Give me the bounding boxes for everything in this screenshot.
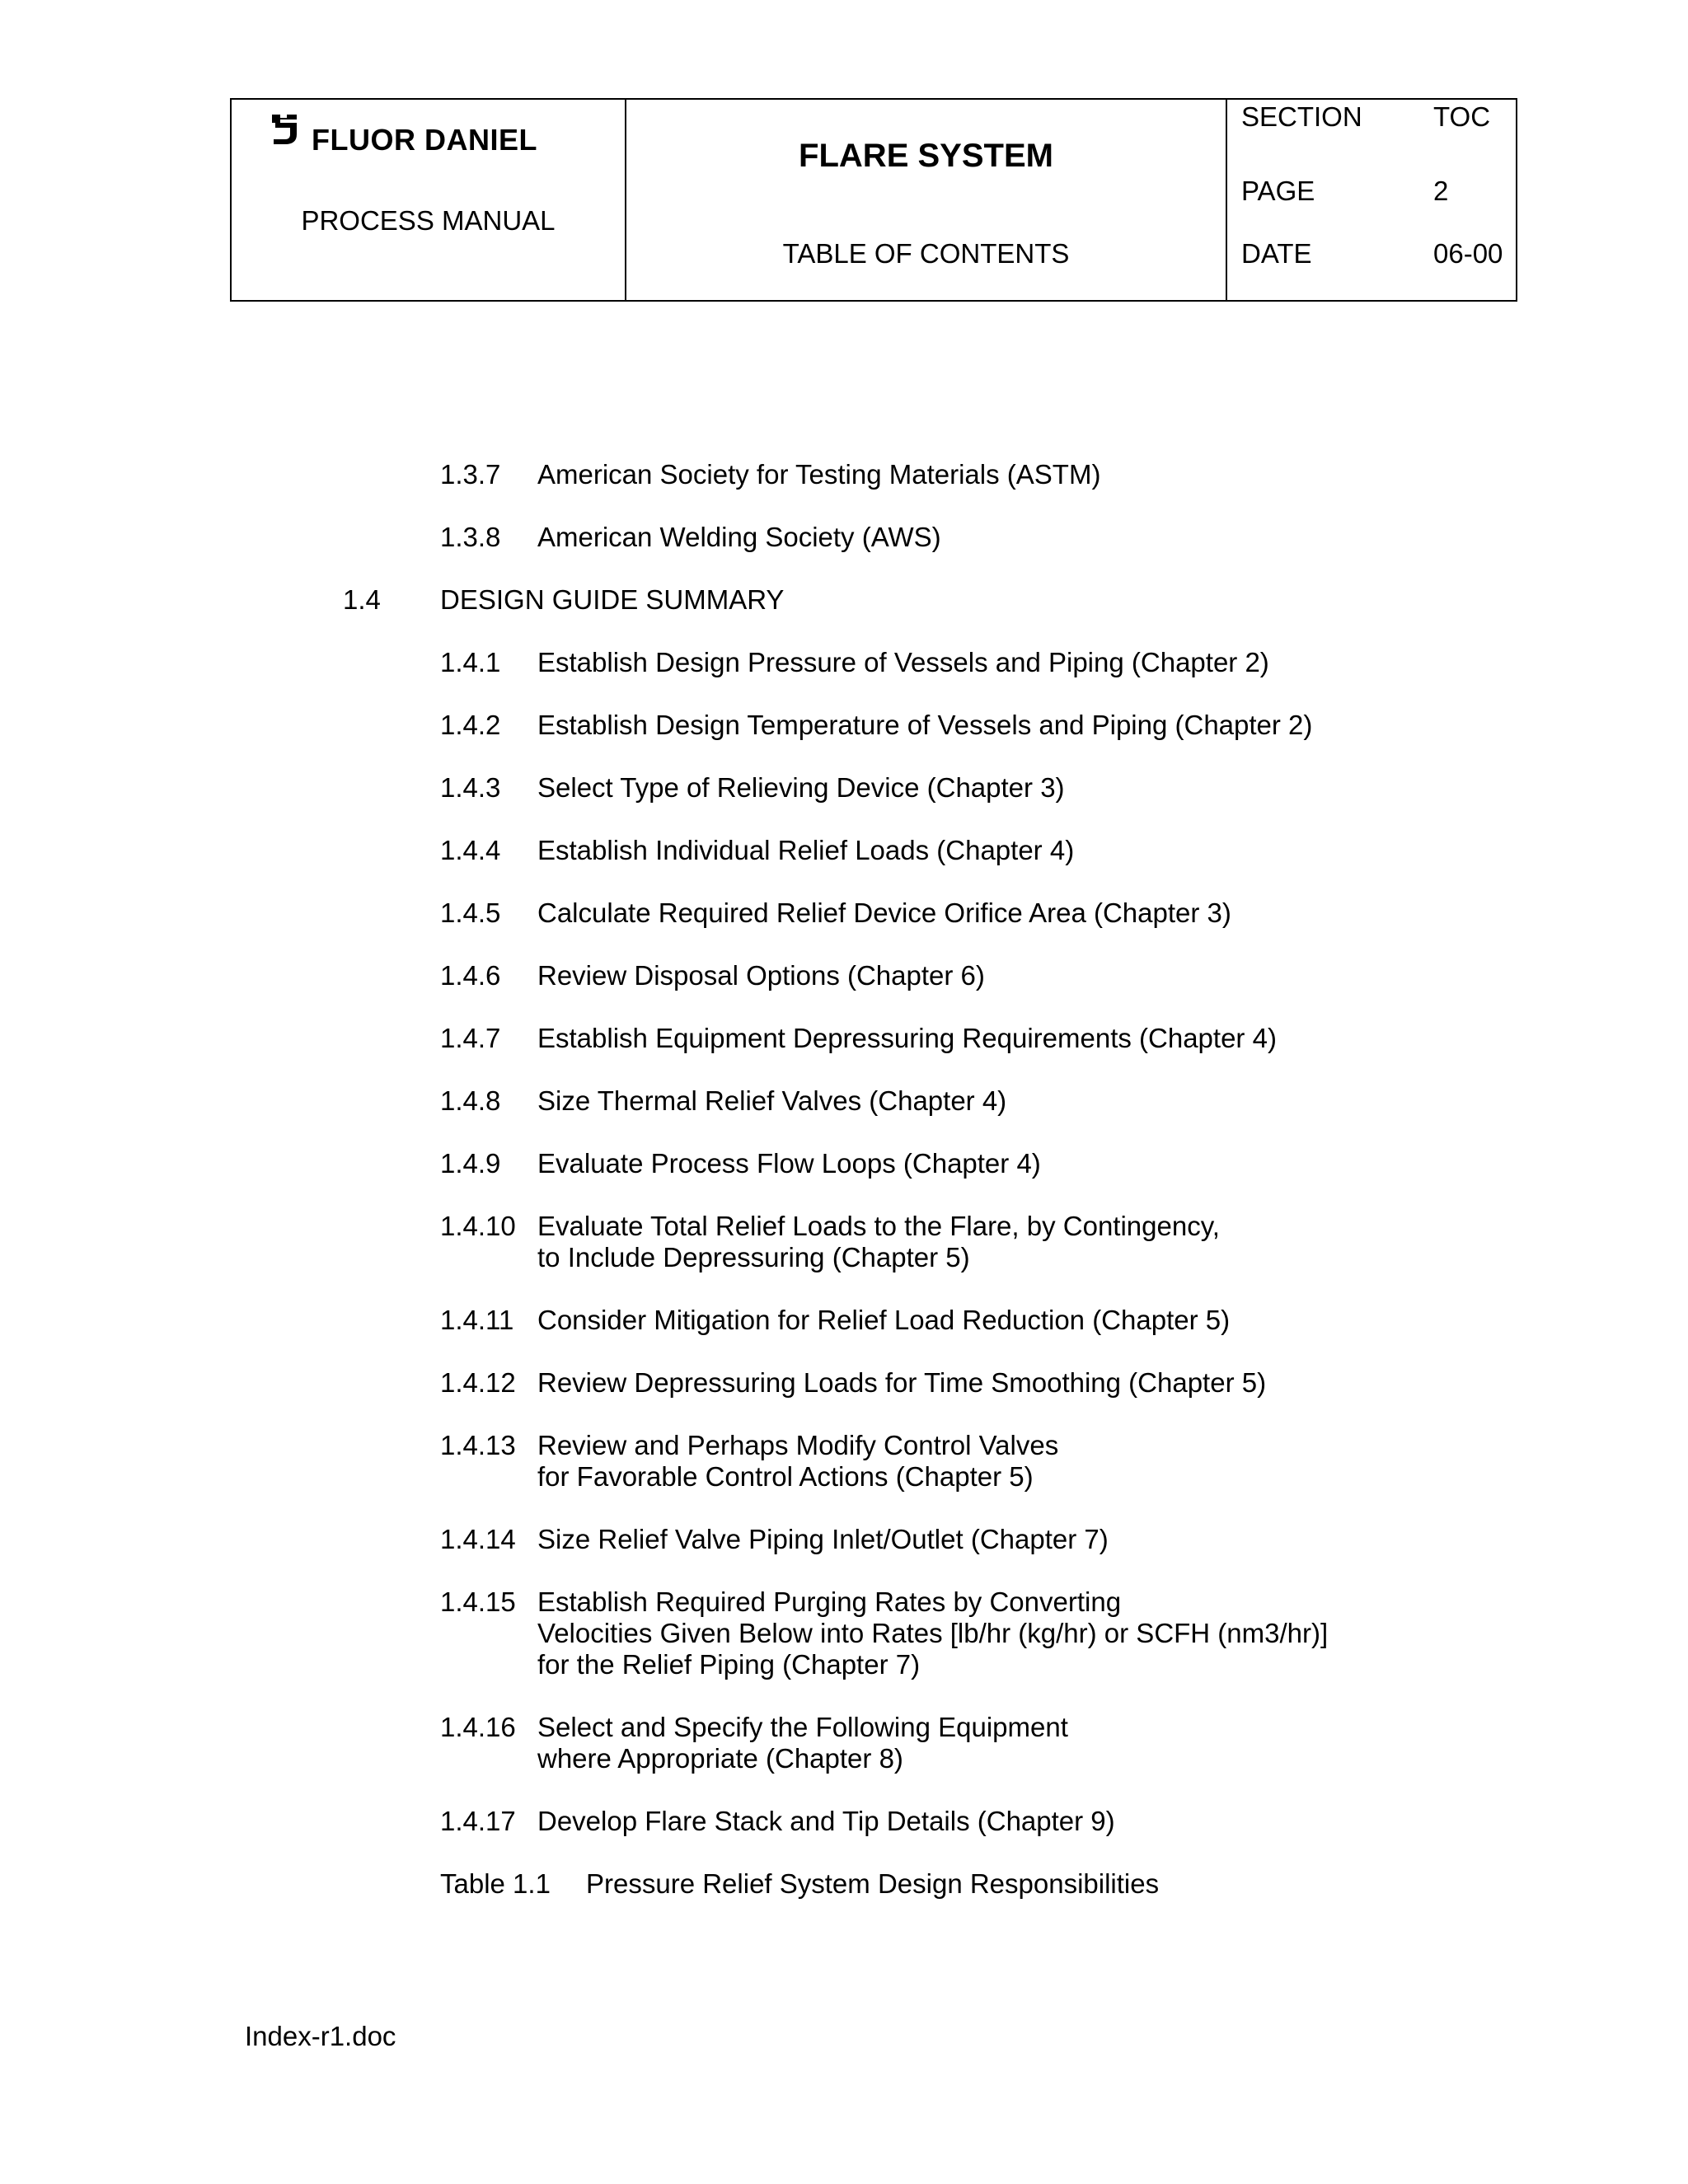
toc-entry-number: 1.4.15 [440, 1586, 516, 1617]
toc-entry-title-line: Size Thermal Relief Valves (Chapter 4) [537, 1085, 1007, 1116]
date-value: 06-00 [1433, 238, 1503, 269]
toc-entry-title-line: Review Depressuring Loads for Time Smoothing (Chapter 5) [537, 1367, 1267, 1398]
toc-entry-number: 1.4.5 [440, 898, 501, 928]
toc-entry-title [537, 1023, 1277, 1054]
toc-entry-number: Table 1.1 [440, 1868, 551, 1899]
toc-entry-title [537, 772, 1065, 804]
toc-entry-number: 1.4.13 [440, 1430, 516, 1460]
toc-entry-number: 1.4.11 [440, 1305, 514, 1335]
document-header [230, 98, 1517, 302]
company-logo [269, 103, 537, 157]
document-title: FLARE SYSTEM [799, 138, 1053, 174]
toc-entry-title-line: American Welding Society (AWS) [537, 522, 941, 552]
toc-entry-number: 1.4.17 [440, 1806, 516, 1836]
toc-entry-title-line: Establish Individual Relief Loads (Chapter 4) [537, 835, 1075, 865]
toc-entry-number: 1.4.1 [440, 647, 501, 677]
toc-entry-title-line: Establish Equipment Depressuring Requirements (Chapter 4) [537, 1023, 1277, 1053]
toc-entry-title-line: Pressure Relief System Design Responsibilities [586, 1868, 1160, 1899]
toc-entry-title-line: for Favorable Control Actions (Chapter 5) [537, 1461, 1034, 1492]
toc-entry-number: 1.4.7 [440, 1023, 501, 1053]
document-subtitle: TABLE OF CONTENTS [782, 238, 1070, 269]
toc-entry-number: 1.4.16 [440, 1712, 516, 1742]
toc-entry-title [537, 1524, 1109, 1555]
toc-entry-number: 1.4.4 [440, 835, 501, 865]
toc-entry-title-line: Establish Design Temperature of Vessels and Piping (Chapter 2) [537, 710, 1313, 740]
footer-filename: Index-r1.doc [245, 2021, 396, 2051]
toc-entry-number: 1.3.8 [440, 522, 501, 552]
toc-entry-title [537, 522, 941, 553]
toc-entry-title [537, 1085, 1006, 1117]
toc-entry-title-line: Evaluate Total Relief Loads to the Flare, by Contingency, [537, 1211, 1220, 1241]
toc-entry-title-line: American Society for Testing Materials (ASTM) [537, 459, 1101, 490]
company-name: FLUOR DANIEL [312, 123, 537, 157]
toc-entry-title [537, 960, 985, 991]
toc-entry-title-line: Establish Design Pressure of Vessels and Piping (Chapter 2) [537, 647, 1269, 677]
toc-entry-number: 1.4.8 [440, 1085, 501, 1116]
toc-entry-title-line: Velocities Given Below into Rates [lb/hr (kg/hr) or SCFH (nm3/hr)] [537, 1618, 1329, 1648]
section-value: TOC [1433, 101, 1491, 132]
toc-entry-title-line: to Include Depressuring (Chapter 5) [537, 1242, 970, 1272]
toc-entry-title [537, 1586, 1328, 1680]
toc-entry-number: 1.3.7 [440, 459, 501, 490]
toc-entry-title [537, 1806, 1115, 1837]
toc-entry-number: 1.4.6 [440, 960, 501, 991]
date-label: DATE [1241, 238, 1312, 269]
toc-entry-title [537, 1367, 1266, 1399]
toc-entry-title [537, 835, 1074, 866]
toc-entry-title-line: Calculate Required Relief Device Orifice Area (Chapter 3) [537, 898, 1231, 928]
toc-entry-title [537, 647, 1269, 678]
toc-entry-title [586, 1868, 1159, 1900]
header-meta-cell [1227, 100, 1516, 300]
toc-entry-title [537, 710, 1312, 741]
toc-entry-title-line: Size Relief Valve Piping Inlet/Outlet (Chapter 7) [537, 1524, 1109, 1554]
toc-entry-title [537, 1305, 1230, 1336]
header-title-cell [626, 100, 1227, 300]
toc-entry-number: 1.4 [343, 584, 381, 615]
toc-entry-number: 1.4.10 [440, 1211, 516, 1241]
manual-name: PROCESS MANUAL [301, 205, 556, 236]
toc-entry-title-line: DESIGN GUIDE SUMMARY [440, 584, 785, 615]
toc-entry-title-line: Select Type of Relieving Device (Chapter 3) [537, 772, 1065, 803]
toc-entry-title-line: Review and Perhaps Modify Control Valves [537, 1430, 1059, 1460]
toc-entry-number: 1.4.12 [440, 1367, 516, 1398]
toc-entry-title [537, 1148, 1041, 1179]
toc-entry-title-line: for the Relief Piping (Chapter 7) [537, 1649, 921, 1680]
toc-entry-title [440, 584, 784, 616]
toc-entry-title-line: Select and Specify the Following Equipment [537, 1712, 1068, 1742]
toc-entry-title-line: Consider Mitigation for Relief Load Reduction (Chapter 5) [537, 1305, 1231, 1335]
fluor-daniel-logo-icon [269, 111, 300, 149]
toc-entry-title-line: Evaluate Process Flow Loops (Chapter 4) [537, 1148, 1041, 1179]
toc-entry-title [537, 1712, 1068, 1774]
page-label: PAGE [1241, 176, 1315, 206]
toc-entry-title-line: Establish Required Purging Rates by Converting [537, 1586, 1122, 1617]
toc-entry-number: 1.4.3 [440, 772, 501, 803]
toc-entry-title-line: Develop Flare Stack and Tip Details (Chapter 9) [537, 1806, 1115, 1836]
toc-entry-title-line: where Appropriate (Chapter 8) [537, 1743, 903, 1774]
toc-entry-title [537, 898, 1231, 929]
toc-entry-title-line: Review Disposal Options (Chapter 6) [537, 960, 985, 991]
header-company-cell [232, 100, 626, 300]
section-label: SECTION [1241, 101, 1362, 132]
toc-entry-title [537, 1430, 1058, 1493]
page-value: 2 [1433, 176, 1449, 206]
toc-entry-number: 1.4.2 [440, 710, 501, 740]
toc-entry-title [537, 459, 1100, 490]
toc-entry-number: 1.4.14 [440, 1524, 516, 1554]
toc-entry-title [537, 1211, 1220, 1273]
toc-entry-number: 1.4.9 [440, 1148, 501, 1179]
